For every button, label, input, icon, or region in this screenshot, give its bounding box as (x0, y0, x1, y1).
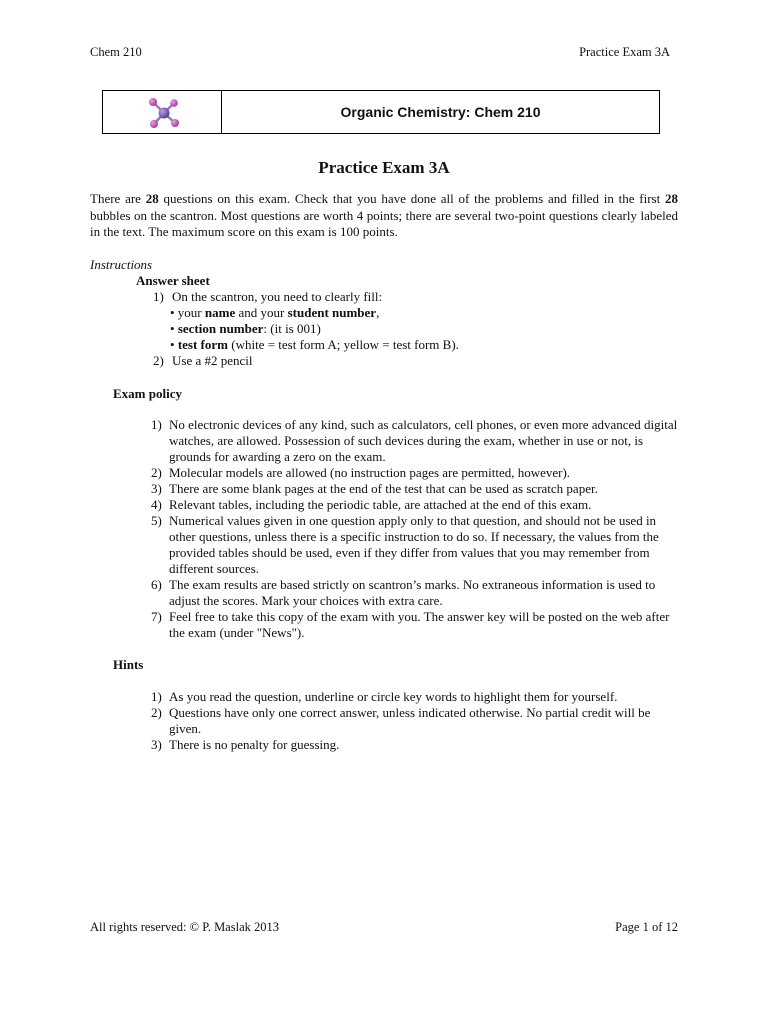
answer-item-2-text: Use a #2 pencil (172, 353, 253, 368)
bullet-3-test-form: test form (177, 337, 228, 352)
list-number: 2) (151, 465, 162, 480)
intro-text-2: questions on this exam. Check that you have done all of the problems and filled in the first (158, 191, 665, 206)
course-title: Organic Chemistry: Chem 210 (340, 104, 541, 120)
footer-copyright: All rights reserved: © P. Maslak 2013 (90, 920, 279, 934)
list-item (151, 689, 679, 705)
list-text: No electronic devices of any kind, such as calculators, cell phones, or even more advanced digital watches, are allowed. Possession of such devices during the exam, whether in use or not, is grounds for awarding a zero on the exam. (169, 417, 678, 464)
list-item (151, 737, 679, 753)
list-number: 2) (151, 705, 162, 720)
answer-bullet-name (170, 305, 379, 321)
answer-item-1-text: On the scantron, you need to clearly fill: (172, 289, 383, 304)
list-text: Relevant tables, including the periodic table, are attached at the end of this exam. (169, 497, 592, 512)
footer-page-number: Page 1 of 12 (615, 920, 678, 934)
list-text: There are some blank pages at the end of the test that can be used as scratch paper. (169, 481, 598, 496)
list-text: Feel free to take this copy of the exam with you. The answer key will be posted on the web after the exam (under "News"). (169, 609, 670, 640)
list-text: The exam results are based strictly on scantron’s marks. No extraneous information is used to adjust the scores. Mark your choices with extra care. (169, 577, 656, 608)
bullet-2-pre: • (170, 321, 178, 336)
intro-text-3: bubbles on the scantron. Most questions are worth 4 points; there are several two-point questions clearly labeled in the text. The maximum score on this exam is 100 points. (90, 207, 678, 239)
exam-policy-list (151, 417, 679, 641)
list-item (151, 481, 679, 497)
logo-cell (103, 91, 222, 133)
list-item (151, 609, 679, 641)
list-number: 1) (151, 689, 162, 704)
bullet-2-post: : (it is 001) (263, 321, 321, 336)
bullet-1-post: , (376, 305, 380, 320)
hints-heading: Hints (113, 657, 144, 672)
intro-paragraph (90, 191, 678, 241)
list-number: 4) (151, 497, 162, 512)
bullet-2-section-number: section number (177, 321, 264, 336)
bullet-3-post: (white = test form A; yellow = test form B). (227, 337, 459, 352)
list-item (151, 465, 679, 481)
question-count: 28 (145, 191, 159, 206)
intro-text-1: There are (90, 191, 146, 206)
exam-policy-heading: Exam policy (113, 386, 182, 401)
answer-sheet-heading: Answer sheet (136, 273, 210, 288)
header-course: Chem 210 (90, 45, 142, 59)
list-number: 7) (151, 609, 162, 624)
bubble-count: 28 (665, 191, 678, 206)
list-number: 3) (151, 481, 162, 496)
answer-item-1-num: 1) (153, 289, 164, 304)
bullet-1-student-number: student number (287, 305, 377, 320)
bullet-1-mid: and your (235, 305, 288, 320)
list-number: 5) (151, 513, 162, 528)
list-text: Molecular models are allowed (no instruction pages are permitted, however). (169, 465, 571, 480)
answer-bullet-test-form (170, 337, 459, 353)
answer-item-2-num: 2) (153, 353, 164, 368)
bullet-1-pre: • your (170, 305, 205, 320)
list-item (151, 417, 679, 465)
list-number: 3) (151, 737, 162, 752)
exam-title: Practice Exam 3A (318, 158, 450, 177)
instructions-label: Instructions (90, 257, 153, 272)
answer-bullet-section (170, 321, 321, 337)
list-item (151, 577, 679, 609)
list-item (151, 705, 679, 737)
list-text: There is no penalty for guessing. (169, 737, 340, 752)
hints-list (151, 689, 679, 753)
list-item (151, 513, 679, 577)
list-number: 1) (151, 417, 162, 432)
list-text: Numerical values given in one question apply only to that question, and should not be used in other questions, unless there is a specific instruction to do so. If necessary, the values from the provided tables should be used, even if they differ from values that you may remember from different sources. (169, 513, 659, 576)
molecule-icon (145, 93, 185, 133)
list-number: 6) (151, 577, 162, 592)
list-text: As you read the question, underline or circle key words to highlight them for yourself. (169, 689, 618, 704)
title-box (102, 90, 660, 134)
bullet-3-pre: • (170, 337, 178, 352)
list-text: Questions have only one correct answer, unless indicated otherwise. No partial credit will be given. (169, 705, 651, 736)
list-item (151, 497, 679, 513)
bullet-1-name: name (204, 305, 236, 320)
header-exam: Practice Exam 3A (579, 45, 670, 59)
